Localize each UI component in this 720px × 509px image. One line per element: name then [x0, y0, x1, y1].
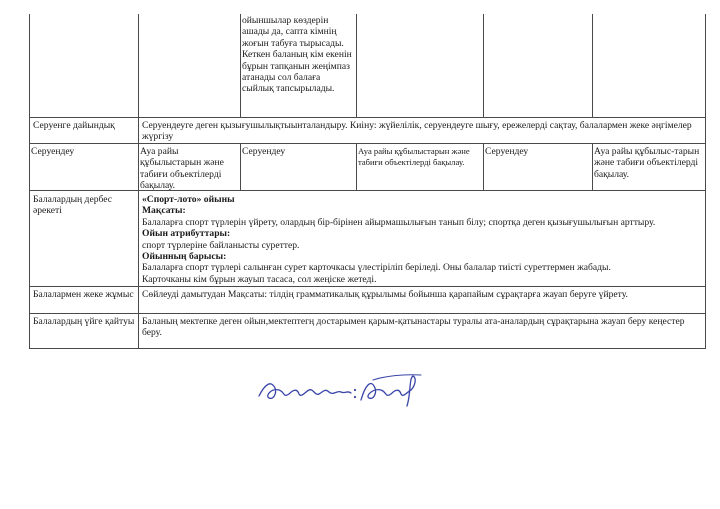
col-divider	[138, 14, 139, 117]
row-divider	[29, 143, 706, 144]
col-divider	[240, 14, 241, 117]
col-divider	[356, 143, 357, 190]
col-divider	[592, 143, 593, 190]
walk-cell: Серуендеу	[31, 146, 75, 157]
activity-label: Балалардың дербес әрекеті	[33, 194, 113, 217]
progress-heading: Ойынның барысы:	[142, 251, 227, 263]
col-divider	[483, 14, 484, 117]
walk-prep-text: Серуендеуге деген қызығушылықтыынталандыру. Киіну: жүйелілік, серуендеуге шығу, ережелерді сақтау, балалармен жеке әңгімелер жүргізу	[142, 120, 692, 143]
table-border-left	[29, 14, 30, 349]
col-divider	[592, 14, 593, 117]
weather-observation-cell: Ауа райы құбылыс-тарын және табиғи объектілерді бақылау.	[594, 146, 700, 180]
going-home-text: Баланың мектепке деген ойын,мектептегң достарымен қарым-қатынастары туралы ата-аналардың сұрақтарына жауап беру кеңестер беру.	[142, 316, 685, 339]
col-divider	[138, 190, 139, 348]
walk-cell: Серуендеу	[485, 146, 529, 157]
activity-content	[142, 194, 704, 285]
weather-observation-cell: Ауа райы құбылыстарын және табиғи объектілерді бақылау.	[358, 146, 470, 167]
table-border-bottom	[29, 348, 706, 349]
progress-text: Карточканы кім бұрын жауып тасаса, сол жеңіске жетеді.	[142, 273, 377, 285]
walk-cell: Серуендеу	[242, 146, 286, 157]
handwritten-signature	[255, 366, 425, 416]
individual-work-text: Сөйлеуді дамытудан Мақсаты: тілдің грамматикалық құрылымы бойынша қарапайым сұрақтарға жауап беруге үйрету.	[142, 289, 628, 300]
table-border-right	[705, 14, 706, 349]
progress-text: Балаларға спорт түрлері салынған сурет карточкасы үлестіріліп беріледі. Оны балалар тиісті суреттермен жабады.	[142, 262, 611, 274]
walk-prep-label: Серуенге дайындық	[33, 120, 115, 131]
attributes-text: спорт түрлеріне байланысты суреттер.	[142, 239, 300, 251]
col-divider	[138, 117, 139, 143]
attributes-heading: Ойын атрибуттары:	[142, 228, 231, 240]
col-divider	[138, 143, 139, 190]
goal-text: Балаларға спорт түрлерін үйрету, олардың бір-бірінен айырмашылығын танып білу; спортқа деген қызығушылығын арттыру.	[142, 216, 656, 228]
row-divider	[29, 117, 706, 118]
row-divider	[29, 286, 706, 287]
game-title: «Спорт-лото» ойыны	[142, 194, 235, 205]
col-divider	[356, 14, 357, 117]
row-divider	[29, 190, 706, 191]
goal-heading: Мақсаты:	[142, 205, 186, 217]
game-rules-continued: ойыншылар көздерін ашады да, сапта кімнің жоғын табуға тырысады. Кеткен баланың кім екенін бұрын тапқанын жеңімпаз атанады сол балаға сыйлық тапсырылады.	[242, 15, 352, 95]
individual-work-label: Балалармен жеке жұмыс	[33, 289, 134, 300]
weather-observation-cell: Ауа райы құбылыстарын және табиғи объектілерді бақылау.	[140, 146, 224, 192]
row-divider	[29, 313, 706, 314]
col-divider	[483, 143, 484, 190]
going-home-label: Балалардың үйге қайтуы	[33, 316, 135, 327]
col-divider	[240, 143, 241, 190]
